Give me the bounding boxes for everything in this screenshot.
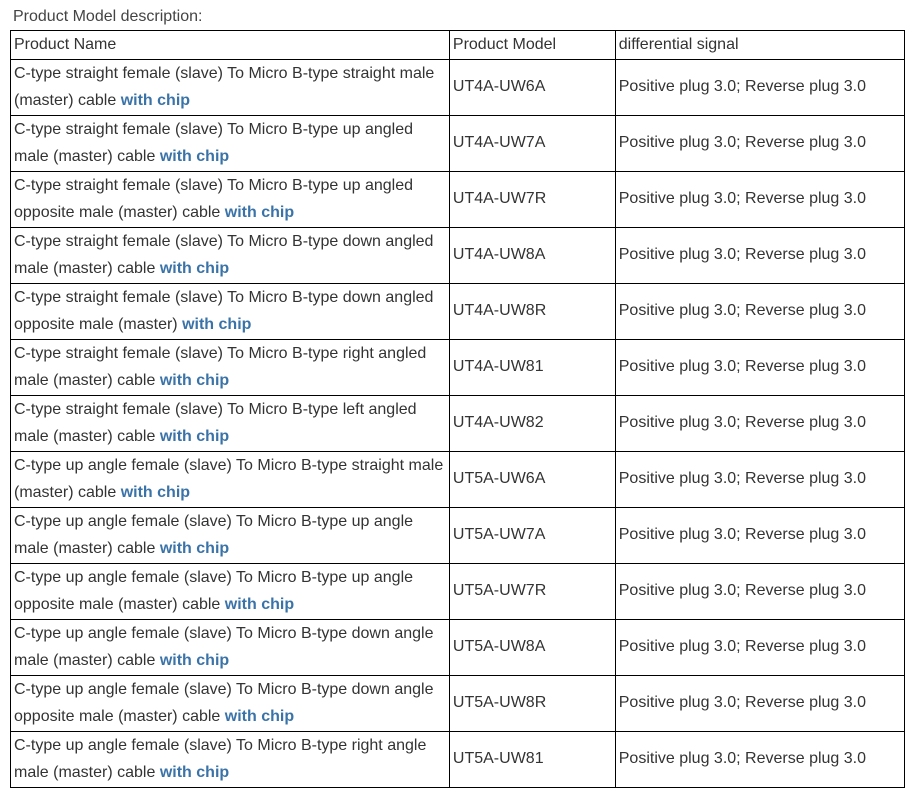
table-row [11, 284, 905, 340]
table-row [11, 60, 905, 116]
product-model-cell: UT4A-UW8R [449, 284, 615, 340]
product-model-cell: UT5A-UW7R [449, 564, 615, 620]
product-name-text: C-type straight female (slave) To Micro B-type up angled male (master) cable [14, 121, 413, 165]
with-chip-label: with chip [224, 707, 295, 725]
differential-signal-cell: Positive plug 3.0; Reverse plug 3.0 [615, 452, 904, 508]
product-name-cell [11, 172, 450, 228]
header-differential-signal: differential signal [615, 31, 904, 60]
product-model-cell: UT5A-UW8A [449, 620, 615, 676]
product-name-text: C-type straight female (slave) To Micro B-type down angled male (master) cable [14, 233, 434, 277]
product-name-text: C-type straight female (slave) To Micro B-type right angled male (master) cable [14, 345, 427, 389]
differential-signal-cell: Positive plug 3.0; Reverse plug 3.0 [615, 676, 904, 732]
product-model-cell: UT4A-UW8A [449, 228, 615, 284]
header-product-name: Product Name [11, 31, 450, 60]
with-chip-label: with chip [120, 91, 191, 109]
product-name-cell [11, 60, 450, 116]
differential-signal-cell: Positive plug 3.0; Reverse plug 3.0 [615, 396, 904, 452]
product-name-cell [11, 452, 450, 508]
with-chip-label: with chip [159, 259, 230, 277]
with-chip-label: with chip [224, 595, 295, 613]
table-row [11, 172, 905, 228]
product-model-cell: UT5A-UW7A [449, 508, 615, 564]
differential-signal-cell: Positive plug 3.0; Reverse plug 3.0 [615, 340, 904, 396]
table-row [11, 564, 905, 620]
product-model-cell: UT5A-UW81 [449, 732, 615, 788]
table-row [11, 396, 905, 452]
page-caption: Product Model description: [13, 8, 203, 25]
product-name-cell [11, 340, 450, 396]
header-product-model: Product Model [449, 31, 615, 60]
table-row [11, 620, 905, 676]
product-model-cell: UT5A-UW8R [449, 676, 615, 732]
differential-signal-cell: Positive plug 3.0; Reverse plug 3.0 [615, 284, 904, 340]
product-name-text: C-type up angle female (slave) To Micro B-type up angle opposite male (master) cable [14, 569, 414, 613]
product-name-cell [11, 564, 450, 620]
product-name-text: C-type straight female (slave) To Micro B-type left angled male (master) cable [14, 401, 417, 445]
product-name-text: C-type up angle female (slave) To Micro B-type up angle male (master) cable [14, 513, 414, 557]
product-name-cell [11, 396, 450, 452]
differential-signal-cell: Positive plug 3.0; Reverse plug 3.0 [615, 508, 904, 564]
product-name-cell [11, 620, 450, 676]
table-row [11, 452, 905, 508]
with-chip-label: with chip [182, 315, 252, 333]
with-chip-label: with chip [159, 651, 230, 669]
product-name-cell [11, 284, 450, 340]
table-body [11, 60, 905, 788]
product-name-text: C-type up angle female (slave) To Micro B-type right angle male (master) cable [14, 737, 427, 781]
differential-signal-cell: Positive plug 3.0; Reverse plug 3.0 [615, 564, 904, 620]
product-name-text: C-type straight female (slave) To Micro B-type up angled opposite male (master) cable [14, 177, 413, 221]
with-chip-label: with chip [159, 371, 230, 389]
differential-signal-cell: Positive plug 3.0; Reverse plug 3.0 [615, 60, 904, 116]
product-model-cell: UT5A-UW6A [449, 452, 615, 508]
with-chip-label: with chip [159, 539, 230, 557]
product-model-cell: UT4A-UW81 [449, 340, 615, 396]
product-name-text: C-type straight female (slave) To Micro B-type down angled opposite male (master) [14, 289, 434, 333]
table-row [11, 732, 905, 788]
product-model-table [10, 30, 905, 788]
product-name-text: C-type up angle female (slave) To Micro B-type down angle male (master) cable [14, 625, 434, 669]
product-model-cell: UT4A-UW7A [449, 116, 615, 172]
with-chip-label: with chip [159, 763, 230, 781]
table-header-row [11, 31, 905, 60]
product-name-text: C-type straight female (slave) To Micro B-type straight male (master) cable [14, 65, 435, 109]
differential-signal-cell: Positive plug 3.0; Reverse plug 3.0 [615, 620, 904, 676]
table-row [11, 676, 905, 732]
with-chip-label: with chip [159, 427, 230, 445]
table-row [11, 116, 905, 172]
product-model-cell: UT4A-UW82 [449, 396, 615, 452]
with-chip-label: with chip [159, 147, 230, 165]
product-name-cell [11, 116, 450, 172]
product-model-cell: UT4A-UW7R [449, 172, 615, 228]
product-name-cell [11, 508, 450, 564]
product-model-cell: UT4A-UW6A [449, 60, 615, 116]
with-chip-label: with chip [120, 483, 191, 501]
differential-signal-cell: Positive plug 3.0; Reverse plug 3.0 [615, 172, 904, 228]
differential-signal-cell: Positive plug 3.0; Reverse plug 3.0 [615, 116, 904, 172]
with-chip-label: with chip [224, 203, 295, 221]
differential-signal-cell: Positive plug 3.0; Reverse plug 3.0 [615, 732, 904, 788]
product-name-cell [11, 228, 450, 284]
product-name-cell [11, 676, 450, 732]
product-name-text: C-type up angle female (slave) To Micro B-type straight male (master) cable [14, 457, 444, 501]
table-row [11, 508, 905, 564]
product-name-text: C-type up angle female (slave) To Micro B-type down angle opposite male (master) cable [14, 681, 434, 725]
differential-signal-cell: Positive plug 3.0; Reverse plug 3.0 [615, 228, 904, 284]
product-name-cell [11, 732, 450, 788]
table-row [11, 228, 905, 284]
table-row [11, 340, 905, 396]
